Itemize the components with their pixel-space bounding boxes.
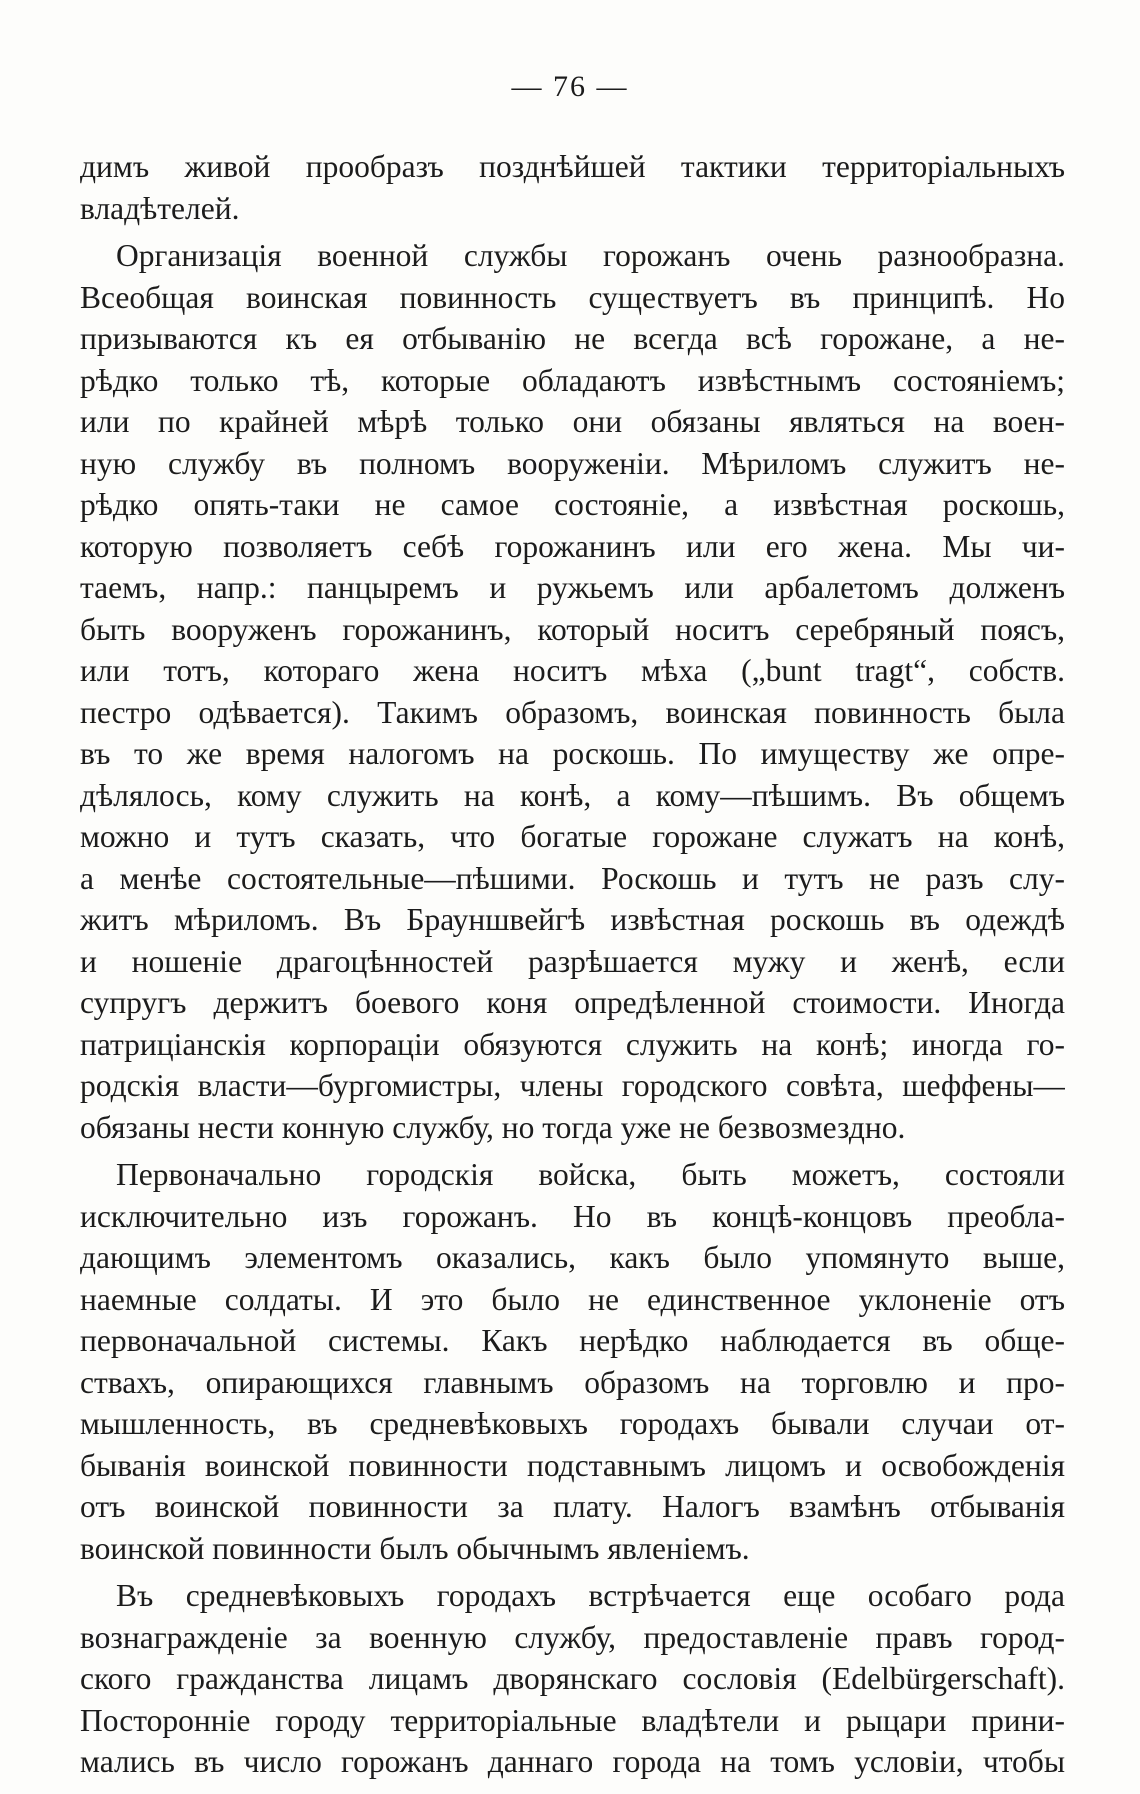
text-line: наемные солдаты. И это было не единственное уклоненіе отъ — [80, 1281, 1065, 1317]
text-line: и ношеніе драгоцѣнностей разрѣшается мужу и женѣ, если — [80, 943, 1065, 979]
text-line: быванія воинской повинности подставнымъ лицомъ и освобожденія — [80, 1447, 1065, 1483]
text-line: димъ живой прообразъ позднѣйшей тактики территоріальныхъ — [80, 149, 1065, 184]
text-line: владѣтелей. — [80, 190, 240, 226]
body-text — [80, 146, 1065, 1783]
text-line: дающимъ элементомъ оказались, какъ было упомянуто выше, — [80, 1240, 1065, 1275]
text-line: отъ воинской повинности за плату. Налогъ взамѣнъ отбыванія — [80, 1489, 1065, 1524]
text-line: Посторонніе городу территоріальные владѣтели и рыцари прини- — [80, 1702, 1065, 1738]
text-line: житъ мѣриломъ. Въ Брауншвейгѣ извѣстная роскошь въ одеждѣ — [80, 902, 1065, 937]
text-line: а менѣе состоятельные—пѣшими. Роскошь и тутъ не разъ слу- — [80, 860, 1065, 896]
text-line: таемъ, напр.: панцыремъ и ружьемъ или арбалетомъ долженъ — [80, 570, 1065, 605]
text-line: исключительно изъ горожанъ. Но въ концѣ-концовъ преобла- — [80, 1198, 1065, 1234]
paragraph-noble-citizenship — [80, 1575, 1065, 1783]
text-line: или по крайней мѣрѣ только они обязаны являться на воен- — [80, 404, 1065, 439]
text-line: пестро одѣвается). Такимъ образомъ, воинская повинность была — [80, 694, 1065, 730]
text-line: вознагражденіе за военную службу, предоставленіе правъ город- — [80, 1619, 1065, 1655]
text-line: родскія власти—бургомистры, члены городского совѣта, шеффены— — [80, 1068, 1065, 1103]
text-line: рѣдко опять-таки не самое состояніе, а извѣстная роскошь, — [80, 487, 1065, 522]
text-line: первоначальной системы. Какъ нерѣдко наблюдается въ обще- — [80, 1323, 1065, 1358]
text-line: или тотъ, котораго жена носитъ мѣха („bunt tragt“, собств. — [80, 653, 1065, 688]
text-line: Всеобщая воинская повинность существуетъ въ принципѣ. Но — [80, 279, 1065, 315]
paragraph-military-service — [80, 235, 1065, 1148]
text-line: быть вооруженъ горожанинъ, который носитъ серебряный поясъ, — [80, 611, 1065, 647]
text-line: мышленность, въ средневѣковыхъ городахъ бывали случаи от- — [80, 1406, 1065, 1441]
text-line: ствахъ, опирающихся главнымъ образомъ на торговлю и про- — [80, 1364, 1065, 1400]
text-line: Организація военной службы горожанъ очень разнообразна. — [116, 238, 1065, 273]
text-line: можно и тутъ сказать, что богатые горожане служатъ на конѣ, — [80, 819, 1065, 854]
text-line: призываются къ ея отбыванію не всегда всѣ горожане, а не- — [80, 321, 1065, 356]
text-line: которую позволяетъ себѣ горожанинъ или его жена. Мы чи- — [80, 528, 1065, 564]
text-line: Въ средневѣковыхъ городахъ встрѣчается еще особаго рода — [116, 1578, 1065, 1613]
text-line: Первоначально городскія войска, быть можетъ, состояли — [116, 1157, 1065, 1192]
text-line: патриціанскія корпораціи обязуются служить на конѣ; иногда го- — [80, 1026, 1065, 1062]
text-line: въ то же время налогомъ на роскошь. По имуществу же опре- — [80, 736, 1065, 771]
text-line: обязаны нести конную службу, но тогда уже не безвозмездно. — [80, 1109, 906, 1145]
text-line: дѣлялось, кому служить на конѣ, а кому—пѣшимъ. Въ общемъ — [80, 777, 1065, 813]
text-line: ского гражданства лицамъ дворянскаго сословія (Edelbürgerschaft). — [80, 1661, 1065, 1696]
text-line: рѣдко только тѣ, которые обладаютъ извѣстнымъ состояніемъ; — [80, 362, 1065, 398]
text-line: супругъ держитъ боевого коня опредѣленной стоимости. Иногда — [80, 985, 1065, 1020]
text-line: мались въ число горожанъ даннаго города на томъ условіи, чтобы — [80, 1744, 1065, 1779]
paragraph-continuation — [80, 146, 1065, 229]
paragraph-city-troops — [80, 1154, 1065, 1569]
text-line: ную службу въ полномъ вооруженіи. Мѣриломъ служитъ не- — [80, 445, 1065, 481]
text-line: воинской повинности былъ обычнымъ явленіемъ. — [80, 1530, 750, 1566]
page-number: — 76 — — [511, 70, 629, 103]
